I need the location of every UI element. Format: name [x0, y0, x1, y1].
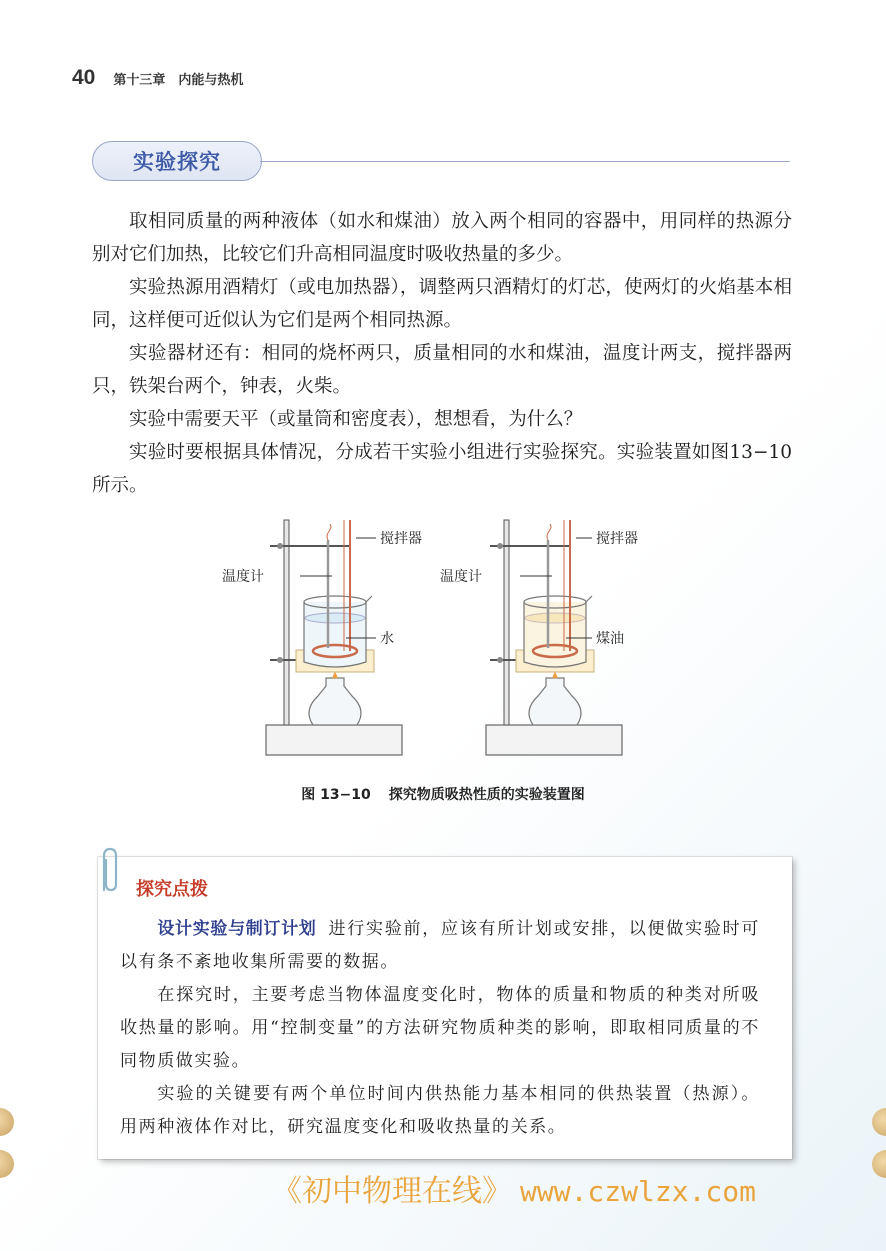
- section-heading: [92, 141, 792, 183]
- section-title: 实验探究: [133, 150, 221, 174]
- left-flame: [333, 672, 338, 678]
- left-liquid-label: 水: [380, 631, 394, 647]
- tip-lead: 设计实验与制订计划: [157, 919, 317, 939]
- left-water-surface: [305, 613, 365, 623]
- chapter-title: 第十三章 内能与热机: [113, 73, 244, 88]
- watermark-name: 《初中物理在线》: [272, 1174, 512, 1209]
- right-alcohol-lamp: [529, 678, 581, 725]
- left-beaker-spout: [366, 596, 372, 602]
- figure-caption-text: 探究物质吸热性质的实验装置图: [388, 787, 585, 803]
- left-stand-rod: [284, 520, 289, 725]
- left-apparatus: [222, 520, 422, 755]
- tip-paragraph-2: 在探究时，主要考虑当物体温度变化时，物体的质量和物质的种类对所吸收热量的影响。用“控制变量”的方法研究物质种类的影响，即取相同质量的不同物质做实验。: [120, 985, 760, 1071]
- paragraph: 实验时要根据具体情况，分成若干实验小组进行实验探究。实验装置如图13−10 所示。: [92, 442, 792, 496]
- right-stirrer-label: 搅拌器: [596, 531, 638, 547]
- body-text: [92, 205, 792, 502]
- figure-number: 图 13−10: [301, 787, 371, 803]
- right-ring-screw: [497, 657, 503, 663]
- tip-paragraph-3: 实验的关键要有两个单位时间内供热能力基本相同的供热装置（热源）。用两种液体作对比，研究温度变化和吸收热量的关系。: [120, 1084, 760, 1137]
- right-base: [486, 725, 622, 755]
- section-pill: [92, 141, 262, 181]
- watermark: [272, 1166, 756, 1210]
- page-edge-dot: [872, 1108, 886, 1136]
- section-divider: [260, 161, 790, 162]
- page-header: [72, 66, 243, 90]
- left-alcohol-lamp: [309, 678, 361, 725]
- right-flame: [553, 672, 558, 678]
- page-number: 40: [72, 66, 96, 89]
- right-stand-rod: [504, 520, 509, 725]
- tip-title: 探究点拨: [136, 879, 208, 900]
- figure-caption: [0, 784, 886, 804]
- left-string: [327, 524, 331, 540]
- left-base: [266, 725, 402, 755]
- right-clamp-screw: [497, 543, 503, 549]
- page-edge-dot: [0, 1150, 14, 1178]
- paperclip-icon: [96, 846, 122, 896]
- paragraph: 取相同质量的两种液体（如水和煤油）放入两个相同的容器中，用同样的热源分别对它们加热，比较它们升高相同温度时吸收热量的多少。: [92, 211, 792, 265]
- paragraph: 实验中需要天平（或量筒和密度表），想想看，为什么？: [129, 409, 583, 430]
- left-thermometer-label: 温度计: [222, 569, 264, 585]
- right-apparatus: [440, 520, 638, 755]
- paragraph: 实验热源用酒精灯（或电加热器），调整两只酒精灯的灯芯，使两灯的火焰基本相同，这样便可近似认为它们是两个相同热源。: [92, 277, 792, 331]
- page-edge-dot: [872, 1150, 886, 1178]
- left-clamp-screw: [277, 543, 283, 549]
- tip-paragraph-1: 进行实验前，应该有所计划或安排，以便做实验时可以有条不紊地收集所需要的数据。: [120, 919, 760, 972]
- left-ring-screw: [277, 657, 283, 663]
- right-thermometer-label: 温度计: [440, 569, 482, 585]
- page-edge-dot: [0, 1108, 14, 1136]
- tip-paragraph: [120, 913, 760, 979]
- right-string: [547, 524, 551, 540]
- experiment-figure: [200, 510, 680, 780]
- watermark-url: www.czwlzx.com: [520, 1175, 757, 1208]
- tip-text: [120, 913, 760, 1144]
- paragraph: 实验器材还有：相同的烧杯两只，质量相同的水和煤油，温度计两支，搅拌器两只，铁架台两个，钟表，火柴。: [92, 343, 792, 397]
- right-oil-surface: [525, 613, 585, 623]
- right-liquid-label: 煤油: [596, 631, 624, 647]
- left-stirrer-label: 搅拌器: [380, 531, 422, 547]
- right-beaker-spout: [586, 596, 592, 602]
